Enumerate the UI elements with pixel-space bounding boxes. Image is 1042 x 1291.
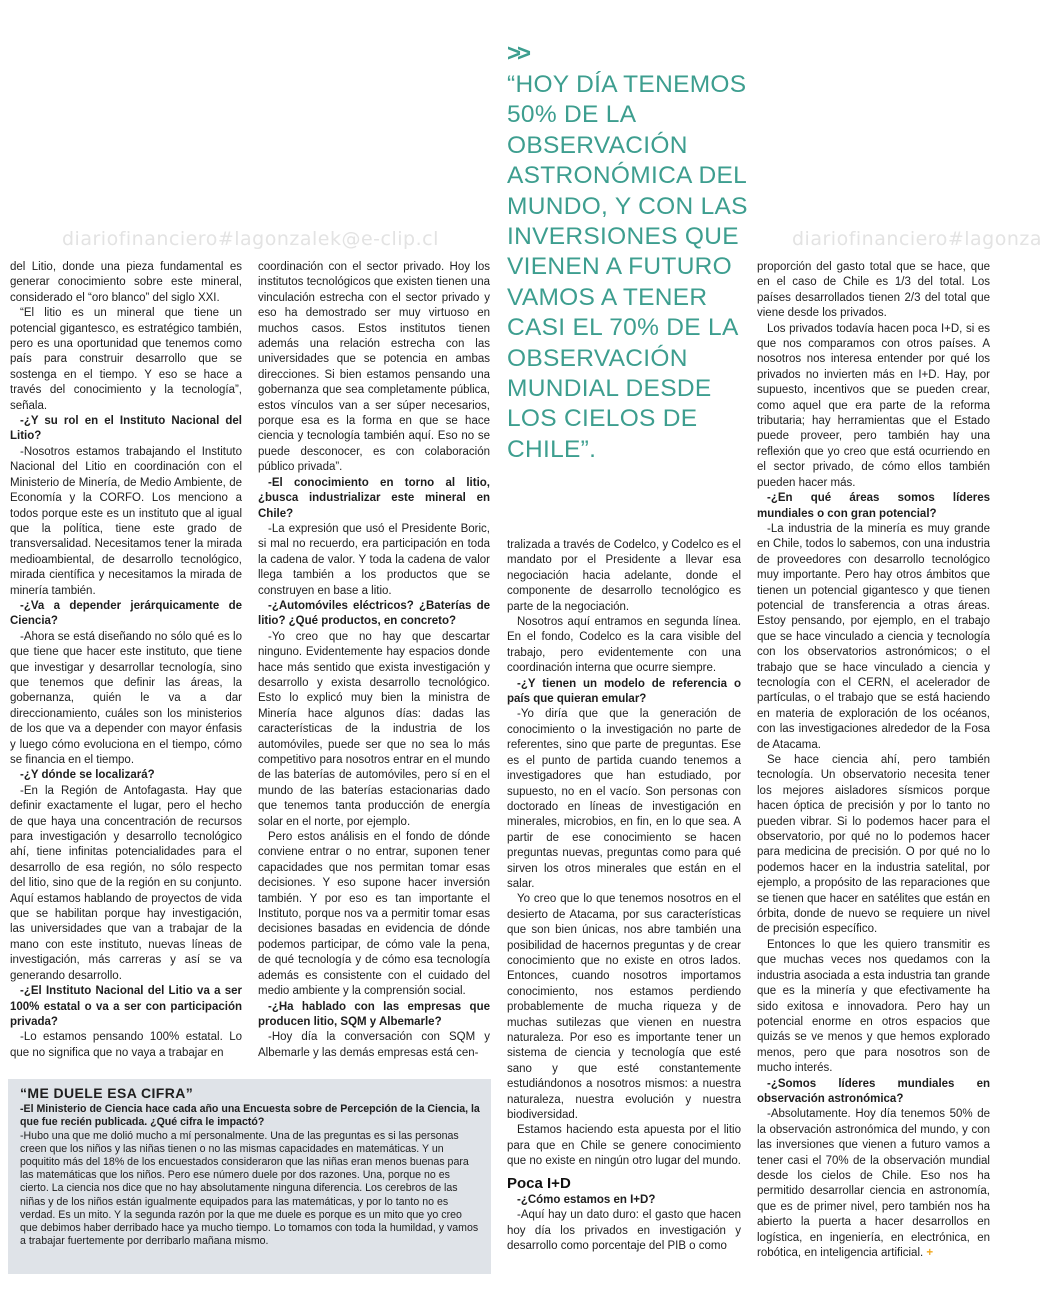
interview-answer: -La industria de la minería es muy grande en Chile, todos lo sabemos, con una industria de proveedores con desarrollo tecnológico muy importante. Pero hay otros ámbitos que tienen un potencial gigantesco y que tienen potencial de transferencia a otras áreas. Estoy pensando, por ejemplo, en el trabajo que se hace vinculado a ciencia y tecnología con los observatorios astronómicos; o el trabajo que se hace vinculado a ciencia y tecnología con el CERN, el acelerador de partículas, o el trabajo que se está haciendo en materia de exploración de los océanos, con las investigaciones alrededor de la Fosa de Atacama. <box>757 522 990 751</box>
interview-answer: -Ahora se está diseñando no sólo qué es lo que tiene que hacer este instituto, que tiene que investigar y desarrollar tecnología, sino que tenemos que definir las áreas, la gobernanza, quién le va a dar direccionamiento, cuáles son los ministerios de los que va a depender con mayor énfasis y luego cómo evoluciona en el tiempo, cómo se financia en el tiempo. <box>10 630 242 766</box>
sidebar-question: -El Ministerio de Ciencia hace cada año una Encuesta sobre de Percepción de la Ciencia, la que fue recién publicada. ¿Qué cifra le impactó? <box>20 1103 480 1129</box>
interview-question: -¿Ha hablado con las empresas que producen litio, SQM y Albemarle? <box>258 1000 490 1028</box>
paragraph: Pero estos análisis en el fondo de dónde conviene entrar o no entrar, suponen tener capacidades que nos permitan tomar esas decisiones. Y eso supone hacer inversión también. Y por eso es tan importante el Instituto, porque nos va a permitir tomar esas decisiones basadas en evidencia de dónde podemos participar, de cómo vale la pena, de qué tecnología y de cómo esa tecnología además es consistente con el cuidado del medio ambiente y la comprensión social. <box>258 831 490 998</box>
interview-question: -El conocimiento en torno al litio, ¿busca industrializar este mineral en Chile? <box>258 476 490 520</box>
interview-answer: -Lo estamos pensando 100% estatal. Lo que no significa que no vaya a trabajar en <box>10 1031 242 1059</box>
paragraph: Nosotros aquí entramos en segunda línea. En el fondo, Codelco es la cara visible del trabajo, pero evidentemente con una coordinación interna que ocurre siempre. <box>507 616 741 675</box>
paragraph: tralizada a través de Codelco, y Codelco es el mandato por el Presidente a llevar esa negociación hacia adelante, donde el componente de desarrollo tecnológico es parte de la negociación. <box>507 539 741 613</box>
interview-answer <box>757 1107 990 1261</box>
paragraph: “El litio es un mineral que tiene un potencial gigantesco, es estratégico también, pero es una oportunidad que tenemos como país para construir desarrollo que se sostenga en el tiempo. Y eso se hace a través del conocimiento y la tecnología”, señala. <box>10 307 242 412</box>
interview-question: -¿Y dónde se localizará? <box>20 769 155 782</box>
paragraph: del Litio, donde una pieza fundamental es generar conocimiento sobre este mineral, considerado el “oro blanco” del siglo XXI. <box>10 261 242 304</box>
watermark-right: diariofinanciero#lagonza <box>792 228 1042 250</box>
interview-answer: -La expresión que usó el Presidente Boric, si mal no recuerdo, era participación en toda la cadena de valor. Y toda la cadena de valor llega también a los productos que se construyen en base a litio. <box>258 522 490 597</box>
interview-answer: -Yo creo que no hay que descartar ninguno. Evidentemente hay espacios donde hace más sentido que exista investigación y desarrollo y exista desarrollo tecnológico. Esto lo explicó muy bien la ministra de Minería hace algunos días: dadas las características de la industria de los automóviles, puede ser que no sea lo más competitivo para nosotros entrar en el mundo de las baterías de automóviles, pero sí en el mundo de las baterías estacionarias dado que tenemos tanta producción de energía solar en el norte, por ejemplo. <box>258 630 490 828</box>
interview-question: -¿Cómo estamos en I+D? <box>517 1194 656 1207</box>
interview-question: -¿En qué áreas somos líderes mundiales o con gran potencial? <box>757 492 990 520</box>
interview-answer: -Hoy día la conversación con SQM y Albemarle y las demás empresas está cen- <box>258 1031 490 1059</box>
interview-answer: -Aquí hay un dato duro: el gasto que hacen hoy día los privados en investigación y desarrollo como porcentaje del PIB o como <box>507 1209 741 1253</box>
paragraph: coordinación con el sector privado. Hoy los institutos tecnológicos que existen tienen una vinculación estrecha con el sector privado y eso ha demostrado ser muy virtuoso en muchos casos. Estos institutos tienen además una relación estrecha con las universidades que se potencia en ambas direcciones. Si bien estamos pensando una gobernanza que sea completamente pública, estos vínculos van a ser súper necesarios, porque esa es la forma en que se hace ciencia y tecnología también aquí. Eso no se puede desconocer, es con colaboración público privada”. <box>258 261 490 474</box>
interview-answer: -En la Región de Antofagasta. Hay que definir exactamente el lugar, pero el hecho de que haya una concentración de recursos para investigación y desarrollo tecnológico ahí, tiene infinitas potencialidades para el desarrollo de esa región, no sólo respecto del litio, sino que de la región en su conjunto. Aquí estamos hablando de proyectos de vida que se habilitan porque hay investigación, las universidades que van a trabajar de la mano con este instituto, nuevas líneas de investigación, más carreras y así se va generando desarrollo. <box>10 784 242 982</box>
answer-text: -Absolutamente. Hoy día tenemos 50% de la observación astronómica del mundo, y con las inversiones que vienen a futuro vamos a tener casi el 70% de la observación mundial desde los cielos de Chile. Eso nos ha permitido desarrollar ciencia en astronomía, que es de primer nivel, pero también nos ha abierto la puerta a hacer desarrollos en logística, en ingeniería, en electrónica, en robótica, en inteligencia artificial. <box>757 1108 990 1259</box>
interview-question: -¿Somos líderes mundiales en observación astronómica? <box>757 1077 990 1105</box>
sidebar-answer: -Hubo una que me dolió mucho a mí personalmente. Una de las preguntas es si las personas creen que los niños y las niñas tienen o no las mismas capacidades en matemáticas. Y un poquitito más del 18% de los encuestados consideraron que las niñas eran menos buenas para las matemáticas que los niños. Pero ese número duele por dos razones. Una, porque no es cierto. La ciencia nos dice que no hay absolutamente ninguna diferencia. Los cerebros de las niñas y de los niños están igualmente equipados para las matemáticas, y por lo tanto no es verdad. Es un mito. Y la segunda razón por la que me duele es porque es un mito que yo creo que debimos haber derribado hace ya mucho tiempo. Lo tomamos con toda la humildad, y vamos a trabajar fuertemente por derribarlo mañana mismo. <box>20 1129 479 1248</box>
paragraph: Entonces lo que les quiero transmitir es que muchas veces nos quedamos con la industria asociada a esta industria tan grande que es la minería y que efectivamente ha sido exitosa e innovadora. Pero hay un potencial enorme en otros espacios que quizás se ve menos y que hemos explorado menos, pero que para nosotros son de mucho interés. <box>757 938 990 1075</box>
sidebar-box <box>8 1079 491 1274</box>
paragraph: Los privados todavía hacen poca I+D, si es que nos comparamos con otros países. A nosotros nos interesa entender por qué los privados no invierten más en I+D. Hay, por supuesto, incentivos que se pueden crear, como aquel que era parte de la reforma tributaria; hay herramientas que el Estado puede proveer, pero también hay una reflexión que yo creo que está ocurriendo en el sector privado, de cómo ellos también pueden hacer más. <box>757 322 990 489</box>
interview-question: -¿Y su rol en el Instituto Nacional del Litio? <box>10 415 242 443</box>
interview-answer: -Yo diría que que la generación de conocimiento o la investigación no parte de referentes, sino que parte de preguntas. Ese es el punto de partida cuando tenemos a investigadores que han estudiado, por supuesto, no en el vacío. Son personas con doctorado en líneas de investigación en minerales, microbios, en fin, en lo que sea. A partir de ese conocimiento se hacen preguntas nuevas, preguntas como para qué sirven los otros minerales que están en el salar. <box>507 708 741 890</box>
double-chevron-icon: >> <box>507 40 528 67</box>
section-heading: Poca I+D <box>507 1174 571 1192</box>
sidebar-title: “ME DUELE ESA CIFRA” <box>20 1085 194 1101</box>
interview-question: -¿Va a depender jerárquicamente de Ciencia? <box>10 599 242 628</box>
pull-quote: “HOY DÍA TENEMOS 50% DE LA OBSERVACIÓN ASTRONÓMICA DEL MUNDO, Y CON LAS INVERSIONES QUE VIENEN A FUTURO VAMOS A TENER CASI EL 70% DE LA OBSERVACIÓN MUNDIAL DESDE LOS CIELOS DE CHILE”. <box>507 71 748 463</box>
article-column-4 <box>757 260 990 1261</box>
paragraph: Yo creo que lo que tenemos nosotros en el desierto de Atacama, por sus características que son bien únicas, nos abre también una posibilidad de hacernos preguntas y de crear conocimiento que no existe en otros lados. Entonces, cuando nosotros importamos conocimiento, nos estamos perdiendo probablemente de mucha riqueza y de muchas sutilezas que vienen en nuestra naturaleza. Por eso es importante tener un sistema de ciencia y tecnología que esté sano y que esté constantemente estudiándonos a nosotros mismos: a nuestra naturaleza, nuestra evolución y nuestra biodiversidad. <box>507 893 741 1122</box>
interview-question: -¿Automóviles eléctricos? ¿Baterías de litio? ¿Qué productos, en concreto? <box>258 599 490 628</box>
paragraph: Se hace ciencia ahí, pero también tecnología. Un observatorio necesita tener los mejores aisladores sísmicos porque hacen óptica de precisión y por lo tanto no pueden vibrar. Si lo podemos hacer para el observatorio, por qué no lo podemos hacer para medicina de precisión. O por qué no lo podemos hacer en la industria satelital, por ejemplo, a propósito de las reparaciones que se tienen que hacer en satélites que están en órbita, donde de nuevo se requiere un nivel de precisión específico. <box>757 754 990 936</box>
watermark-left: diariofinanciero#lagonzalek@e-clip.cl <box>62 228 439 250</box>
article-column-2 <box>258 260 490 1061</box>
article-column-3 <box>507 538 741 1255</box>
interview-question: -¿Y tienen un modelo de referencia o país que quieran emular? <box>507 677 741 706</box>
article-column-1 <box>10 260 242 1061</box>
interview-answer: -Nosotros estamos trabajando el Instituto Nacional del Litio en coordinación con el Ministerio de Minería, de Medio Ambiente, de Economía y la CORFO. Los menciono a todos porque este es un instituto que al igual que la política, tiene este grado de transversalidad. Necesitamos tener la mirada medioambiental, de desarrollo tecnológico, mirada científica y necesitamos la mirada de minería también. <box>10 445 242 597</box>
paragraph: Estamos haciendo esta apuesta por el litio para que en Chile se genere conocimiento que no existe en ningún otro lugar del mundo. <box>507 1124 741 1168</box>
end-mark-icon: + <box>926 1247 934 1259</box>
interview-question: -¿El Instituto Nacional del Litio va a ser 100% estatal o va a ser con participación privada? <box>10 985 242 1028</box>
paragraph: proporción del gasto total que se hace, que en el caso de Chile es 1/3 del total. Los países desarrollados tienen 2/3 del total que viene desde los privados. <box>757 261 990 320</box>
